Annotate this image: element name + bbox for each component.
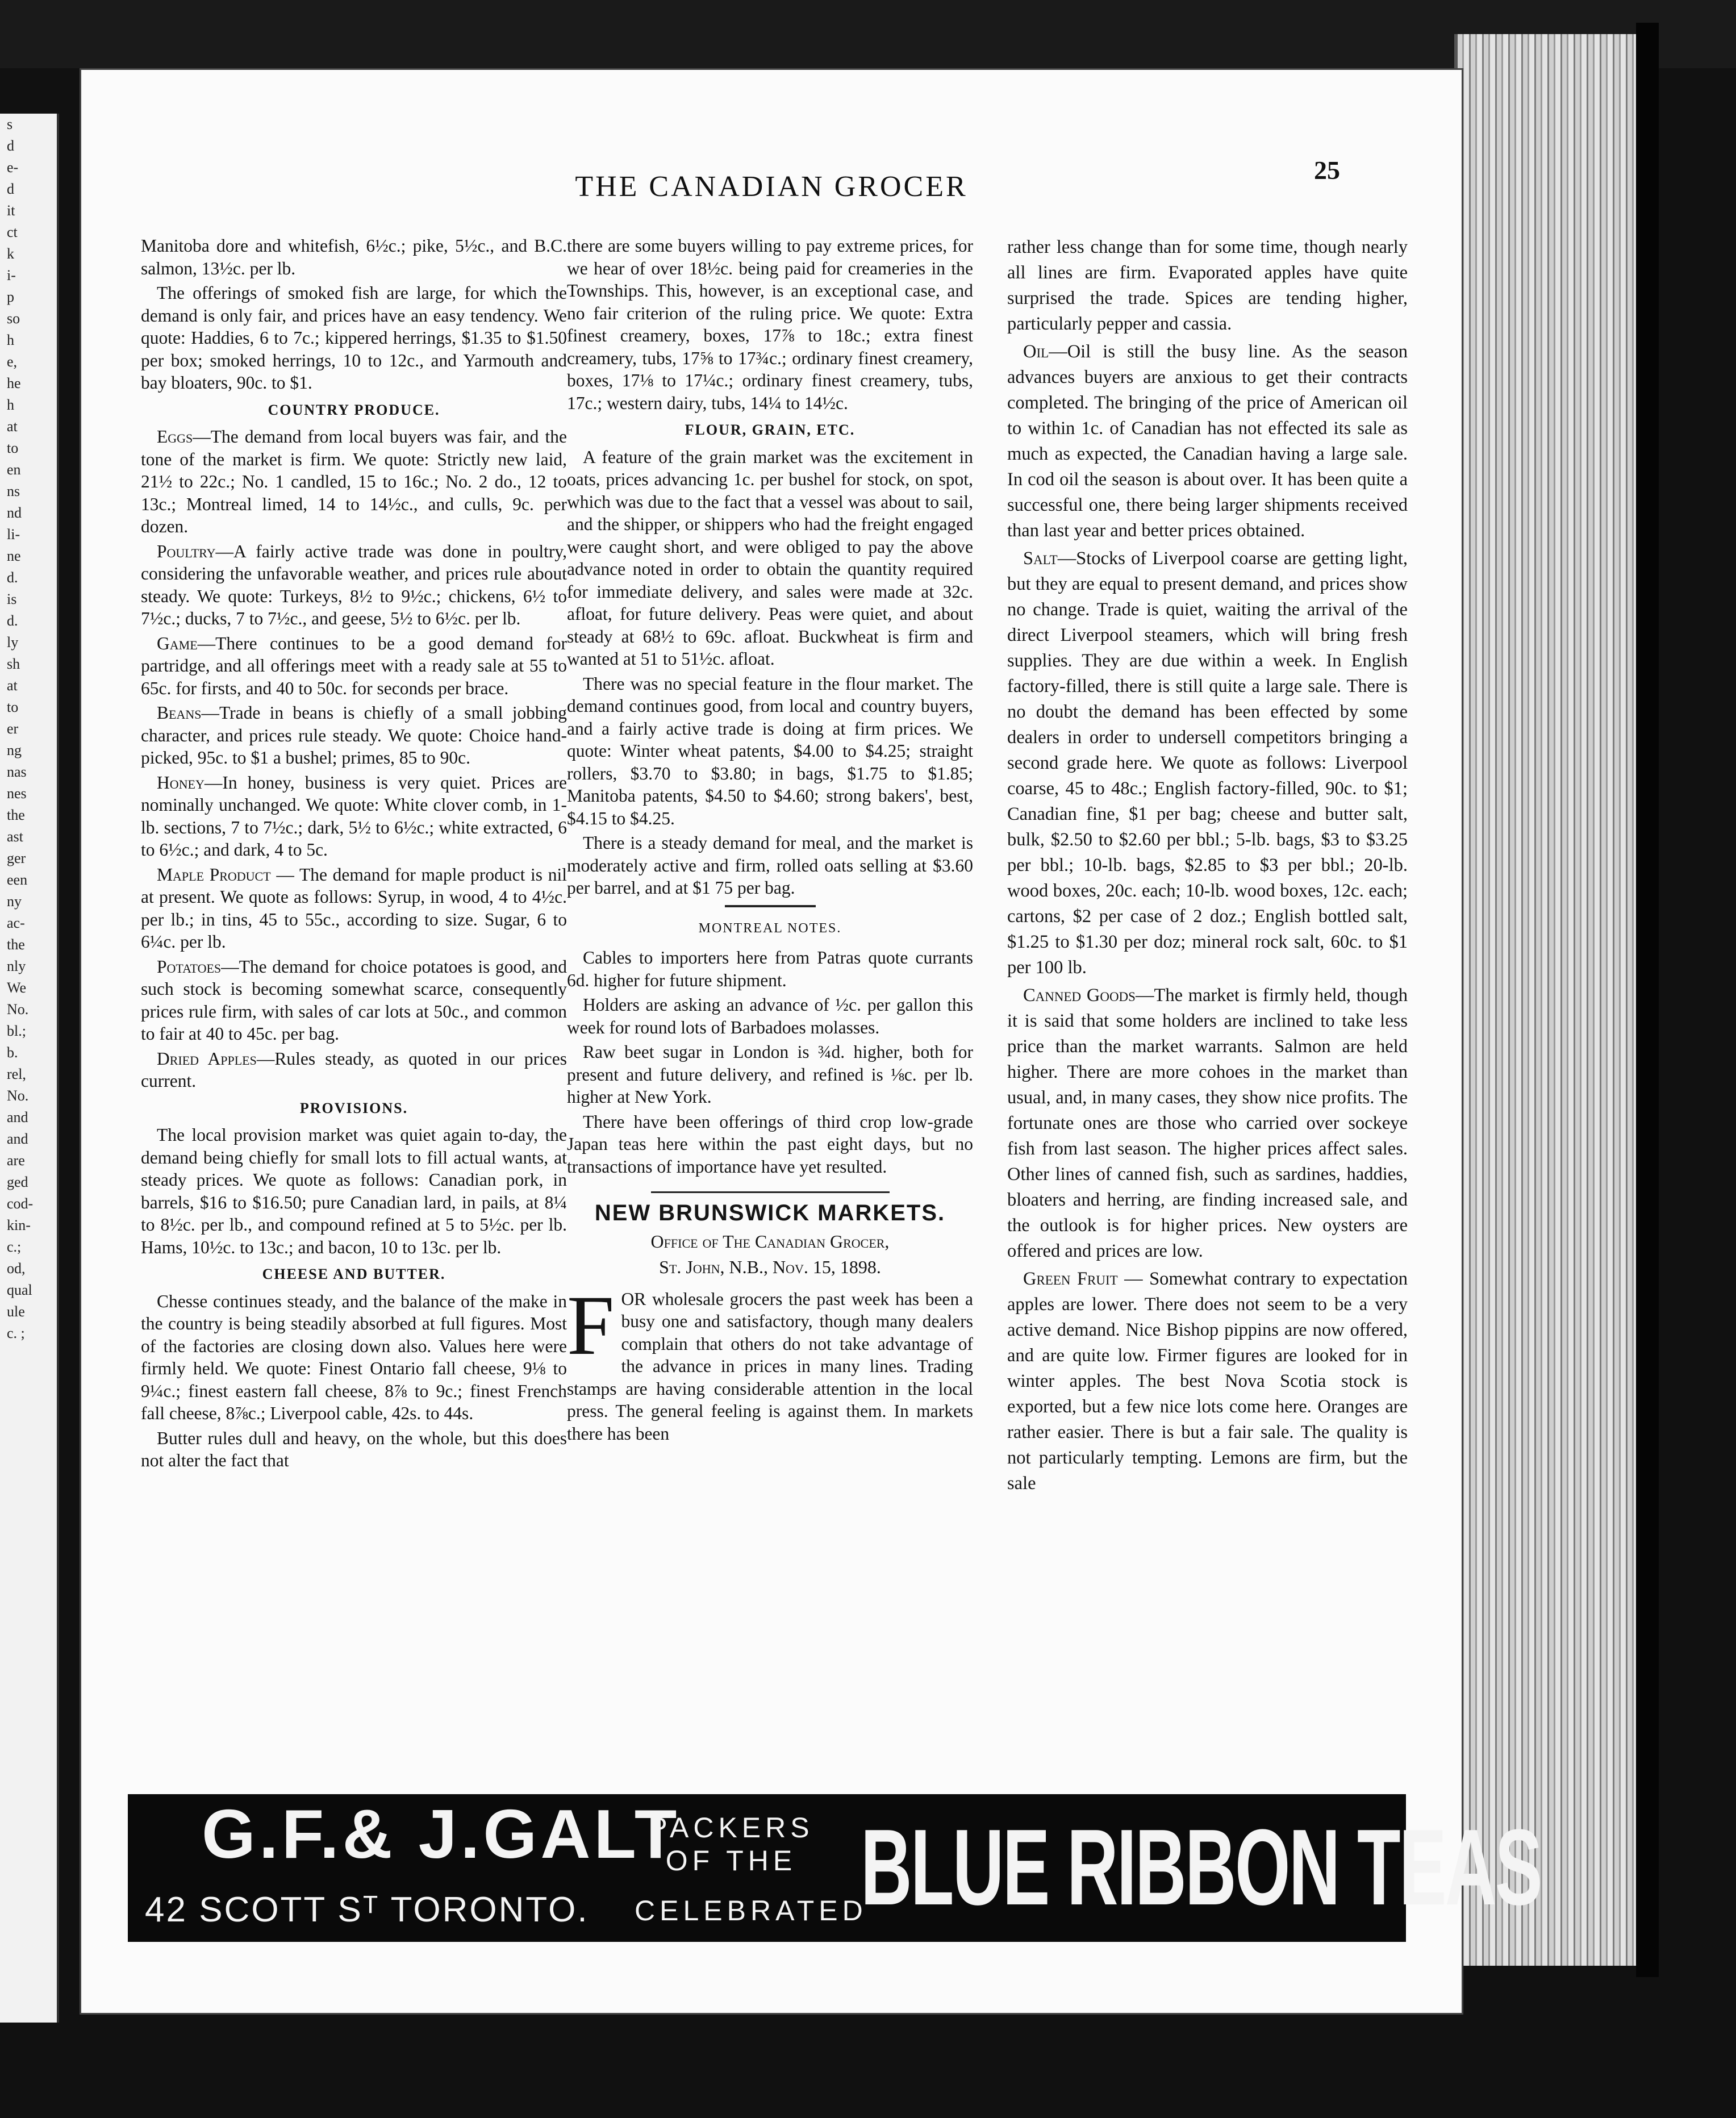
- heading-new-brunswick: NEW BRUNSWICK MARKETS.: [594, 1200, 946, 1225]
- left-page-fragment: We: [7, 979, 26, 996]
- left-page-fragment: No.: [7, 1087, 29, 1104]
- galt-advertisement: [128, 1794, 1541, 1942]
- paragraph-potatoes: Potatoes—The demand for choice potatoes is good, and such stock is becoming somewhat scarce, consequently prices rule firm, with sales of car lots at 50c., and common to fair at 40 to 45c. per bag.: [141, 956, 567, 1044]
- left-page-fragment: h: [7, 332, 14, 348]
- paragraph-green-fruit: Green Fruit — Somewhat contrary to expectation apples are lower. There does not seem to be a very active demand. Nice Bishop pippins are now offered, and are quite low. Firmer figures are looked for in winter apples. The best Nova Scotia stock is exported, but a few nice lots come here. Oranges are rather easier. There is but a fair sale. The quality is not particularly tempting. Lemons are firm, but the sale: [1007, 1269, 1408, 1494]
- paragraph-notes-sugar: Raw beet sugar in London is ¾d. higher, both for present and future delivery, and refined is ⅛c. per lb. higher at New York.: [567, 1042, 973, 1107]
- left-page-fragment: nly: [7, 958, 26, 974]
- section-divider: [651, 1191, 890, 1193]
- new-brunswick-article: [567, 1278, 973, 1445]
- paragraph-eggs: Eggs—The demand from local buyers was fair, and the tone of the market is firm. We quote: Strictly new laid, 21½ to 22c.; No. 1 candled, 15 to 16c.; No. 2 do., 12 to 13c.; Montreal limed, 14 to 14½c., and culls, 9c. per dozen.: [141, 427, 567, 536]
- left-page-fragment: are: [7, 1152, 25, 1169]
- new-brunswick-office-line: Office of The Canadian Grocer,: [650, 1231, 890, 1252]
- left-page-fragment: e,: [7, 353, 18, 370]
- heading-cheese-butter: CHEESE AND BUTTER.: [262, 1266, 446, 1282]
- lead-maple: Maple Product: [157, 864, 271, 885]
- lead-game: Game: [157, 633, 198, 653]
- left-page-fragment: nes: [7, 785, 27, 802]
- left-page-fragment: c.;: [7, 1239, 22, 1255]
- left-page-fragment: ns: [7, 483, 20, 499]
- ad-packers-text: PACKERS OF THE CELEBRATED: [635, 1812, 867, 1927]
- left-page-fragment: is: [7, 591, 17, 607]
- left-page-fragment: at: [7, 418, 18, 435]
- newspaper-page: [80, 68, 1463, 2015]
- paragraph-nb-continued: rather less change than for some time, though nearly all lines are firm. Evaporated apples have quite surprised the trade. Spices are tending higher, particularly pepper and cassia.: [1007, 237, 1408, 334]
- paragraph-grain: A feature of the grain market was the excitement in oats, prices advancing 1c. per bushel for stock, on spot, which was due to the fact that a vessel was about to sail, and the shipper, or shippers who had the freight engaged were caught short, and were obliged to pay the above advance noted in order to obtain the quantity required for immediate delivery, and sales were made at 32c. afloat, for future delivery. Peas were quiet, and about steady at 68½ to 69c. afloat. Buckwheat is firm and wanted at 51 to 51½c. afloat.: [567, 447, 973, 669]
- left-page-fragment: een: [7, 872, 28, 888]
- left-page-fragment: ged: [7, 1174, 28, 1190]
- column-2: [567, 235, 973, 1445]
- paragraph-fish-prices: Manitoba dore and whitefish, 6½c.; pike, 5½c., and B.C. salmon, 13½c. per lb.: [141, 236, 567, 278]
- left-page-fragment: ger: [7, 850, 26, 866]
- paragraph-notes-molasses: Holders are asking an advance of ½c. per gallon this week for round lots of Barbadoes molasses.: [567, 995, 973, 1037]
- left-page-fragment: and: [7, 1131, 28, 1147]
- left-page-fragment: he: [7, 375, 21, 391]
- paragraph-maple: Maple Product — The demand for maple product is nil at present. We quote as follows: Syrup, in wood, 4 to 4½c. per lb.; in tins, 45 to 55c., according to size. Sugar, 6 to 6¼c. per lb.: [141, 864, 567, 952]
- lead-poultry: Poultry: [157, 541, 216, 561]
- left-page-fragment: bl.;: [7, 1023, 26, 1039]
- left-page-fragment: en: [7, 461, 21, 478]
- left-page-fragment: and: [7, 1109, 28, 1125]
- left-page-fragment: cod-: [7, 1195, 34, 1212]
- left-page-fragment: ule: [7, 1303, 25, 1320]
- ad-address: 42 SCOTT Sᵀ TORONTO.: [145, 1890, 589, 1929]
- lead-oil: Oil: [1023, 341, 1049, 362]
- paragraph-salt: Salt—Stocks of Liverpool coarse are getting light, but they are equal to present demand, and prices show no change. Trade is quiet, waiting the arrival of the direct Liverpool steamers, which will bring fresh supplies. They are due within a week. In English factory-filled, there is still quite a large sale. There is no doubt the demand has been effected by some dealers in order to undersell competitors bringing a second grade here. We quote as follows: Liverpool coarse, 45 to 48c.; English factory-filled, 90c. to $1; Canadian fine, $1 per bag; cheese and butter salt, bulk, $2.50 to $2.60 per bbl.; 5-lb. bags, $3 to $3.25 per bbl.; 10-lb. bags, $2.85 to $3 per bbl.; 20-lb. wood boxes, 20c. each; 10-lb. wood boxes, 12c. each; cartons, $2 per case of 2 doz.; English bottled salt, $1.25 to $1.30 per doz; mineral rock salt, 60c. to $1 per 100 lb.: [1007, 548, 1408, 978]
- left-page-fragment: ly: [7, 634, 19, 651]
- lead-potatoes: Potatoes: [157, 956, 222, 977]
- left-page-fragment: kin-: [7, 1217, 31, 1233]
- paragraph-honey: Honey—In honey, business is very quiet. Prices are nominally unchanged. We quote: White clover comb, in 1-lb. sections, 7 to 7½c.; dark, 5½ to 6½c.; white extracted, 6 to 6½c.; and dark, 4 to 5c.: [141, 772, 567, 860]
- paragraph-meal: There is a steady demand for meal, and the market is moderately active and firm, rolled oats selling at $3.60 per barrel, and at $1 75 per bag.: [567, 833, 973, 898]
- left-page-fragment: ng: [7, 742, 22, 758]
- ad-brand-name: BLUE RIBBON TEAS: [861, 1807, 1541, 1928]
- column-3: [1007, 235, 1408, 1499]
- lead-honey: Honey: [157, 772, 205, 793]
- paragraph-butter-continued: there are some buyers willing to pay extreme prices, for we hear of over 18½c. being paid for creameries in the Townships. This, however, is an exceptional case, and no fair criterion of the ruling price. We quote: Extra finest creamery, boxes, 17⅞ to 18c.; extra finest creamery, tubs, 17⅝ to 17¾c.; ordinary finest creamery, boxes, 17⅛ to 17¼c.; ordinary finest creamery, tubs, 17c.; western dairy, tubs, 14¼ to 14½c.: [567, 236, 973, 413]
- paragraph-poultry: Poultry—A fairly active trade was done in poultry, considering the unfavorable weather, and prices rule about steady. We quote: Turkeys, 8½ to 9½c.; chickens, 6½ to 7½c.; ducks, 7 to 7½c., and geese, 5½ to 6½c. per lb.: [141, 541, 567, 628]
- masthead-title: THE CANADIAN GROCER: [575, 170, 968, 203]
- paragraph-beans: Beans—Trade in beans is chiefly of a small jobbing character, and prices rule steady. We quote: Choice hand-picked, 95c. to $1 a bushel; primes, 85 to 90c.: [141, 703, 567, 768]
- left-page-fragment: ast: [7, 828, 23, 845]
- drop-cap: F: [567, 1278, 615, 1373]
- left-page-fragment: d: [7, 137, 14, 154]
- paragraph-oil: Oil—Oil is still the busy line. As the season advances buyers are anxious to get their contracts completed. The bringing of the price of American oil to within 1c. of Canadian has not effected its sale as much as expected, the Canadian having a large sale. In cod oil the season is about over. It has been quite a successful one, there being larger shipments received than last year and better prices obtained.: [1007, 341, 1408, 541]
- left-page-fragment: the: [7, 936, 25, 953]
- left-page-fragment: ne: [7, 548, 21, 564]
- left-page-fragment: d.: [7, 612, 18, 629]
- left-page-fragment: k: [7, 245, 14, 262]
- left-page-fragment: the: [7, 807, 25, 823]
- paragraph-dried-apples: Dried Apples—Rules steady, as quoted in our prices current.: [141, 1048, 567, 1091]
- heading-country-produce: COUNTRY PRODUCE.: [268, 401, 440, 418]
- paragraph-butter: Butter rules dull and heavy, on the whole, but this does not alter the fact that: [141, 1428, 567, 1470]
- page-number: 25: [1314, 156, 1340, 185]
- left-page-fragment: sh: [7, 656, 20, 672]
- paragraph-smoked-fish: The offerings of smoked fish are large, for which the demand is only fair, and prices have an easy tendency. We quote: Haddies, 6 to 7c.; kippered herrings, $1.35 to $1.50 per box; smoked herrings, 10 to 12c., and Yarmouth and bay bloaters, 90c. to $1.: [141, 283, 567, 393]
- left-page-fragment: c. ;: [7, 1325, 25, 1341]
- left-page-fragment: er: [7, 720, 19, 737]
- lead-dried-apples: Dried Apples: [157, 1048, 257, 1069]
- lead-canned-goods: Canned Goods: [1023, 985, 1136, 1006]
- left-page-fragment: s: [7, 116, 13, 132]
- left-page-fragment: i-: [7, 267, 16, 283]
- left-page-fragment: ny: [7, 893, 22, 910]
- left-page-fragment: qual: [7, 1282, 32, 1298]
- left-page-fragment: nd: [7, 505, 22, 521]
- left-page-fragment: li-: [7, 526, 20, 543]
- left-page-fragment: p: [7, 289, 14, 305]
- paragraph-provisions: The local provision market was quiet again to-day, the demand being chiefly for small lots to fill actual wants, at steady prices. We quote as follows: Canadian pork, in barrels, $16 to $16.50; pure Canadian lard, in pails, at 8¼ to 8½c. per lb., and compound refined at 5 to 5½c. per lb. Hams, 10½c. to 13c.; and bacon, 10 to 13c. per lb.: [141, 1125, 567, 1257]
- left-page-fragment: d.: [7, 569, 18, 586]
- left-page-fragment: so: [7, 310, 20, 327]
- adjacent-page-fragment: [0, 114, 59, 2023]
- paragraph-canned-goods: Canned Goods—The market is firmly held, though it is said that some holders are inclined to take less price than the market warrants. Salmon are held higher. There are more cohoes in the market than usual, and, in many cases, they show nice profits. The fortunate ones are those who carried over sockeye fish from last season. The higher prices affect sales. Other lines of canned fish, such as sardines, haddies, bloaters and herring, are finding increased sale, and the outlook is for higher prices. New oysters are offered and prices are low.: [1007, 985, 1408, 1261]
- left-page-fragment: it: [7, 202, 15, 219]
- lead-eggs: Eggs: [157, 427, 193, 447]
- paragraph-notes-currants: Cables to importers here from Patras quote currants 6d. higher for future shipment.: [567, 948, 973, 990]
- left-page-fragment: d: [7, 181, 14, 197]
- lead-green-fruit: Green Fruit: [1023, 1269, 1118, 1289]
- lead-beans: Beans: [157, 703, 202, 723]
- new-brunswick-text: OR wholesale grocers the past week has been a busy one and satisfactory, though many dealers complain that others do not take advantage of the advance in prices in many lines. Trading stamps are having considerable attention in the local press. The general feeling is against them. In markets there has been: [567, 1289, 973, 1444]
- new-brunswick-dateline: St. John, N.B., Nov. 15, 1898.: [659, 1257, 881, 1277]
- heading-montreal-notes: MONTREAL NOTES.: [698, 920, 842, 936]
- left-page-fragment: ac-: [7, 915, 25, 931]
- paragraph-notes-teas: There have been offerings of third crop low-grade Japan teas here within the past eight days, but no transactions of importance have yet resulted.: [567, 1111, 973, 1177]
- heading-provisions: PROVISIONS.: [299, 1099, 408, 1116]
- left-page-fragment: od,: [7, 1260, 26, 1277]
- left-page-fragment: at: [7, 677, 18, 694]
- left-page-fragment: nas: [7, 764, 27, 780]
- section-divider: [725, 905, 816, 907]
- column-1: [141, 235, 567, 1474]
- left-page-fragment: rel,: [7, 1066, 26, 1082]
- lead-salt: Salt: [1023, 548, 1058, 569]
- paragraph-game: Game—There continues to be a good demand for partridge, and all offerings meet with a ready sale at 55 to 65c. for firsts, and 40 to 50c. for seconds per brace.: [141, 633, 567, 698]
- left-page-fragment: ct: [7, 224, 18, 240]
- left-page-fragment: No.: [7, 1001, 29, 1018]
- book-page-edges: [1454, 34, 1651, 1966]
- left-page-fragment: b.: [7, 1044, 18, 1061]
- left-page-fragment: to: [7, 699, 19, 715]
- paragraph-cheese: Chesse continues steady, and the balance of the make in the country is being steadily absorbed at full figures. Most of the factories are closing down also. Values here were firmly held. We quote: Finest Ontario fall cheese, 9⅛ to 9¼c.; finest eastern fall cheese, 8⅞ to 9c.; finest French fall cheese, 8⅞c.; Liverpool cable, 42s. to 44s.: [141, 1291, 567, 1423]
- heading-flour-grain: FLOUR, GRAIN, ETC.: [685, 422, 856, 438]
- left-page-fragment: h: [7, 397, 14, 413]
- book-cover-edge: [1636, 23, 1659, 1977]
- ad-firm-name: G.F.& J.GALT: [202, 1795, 681, 1873]
- left-page-fragment: e-: [7, 159, 19, 176]
- left-page-fragment: to: [7, 440, 19, 456]
- paragraph-flour: There was no special feature in the flour market. The demand continues good, from local and country buyers, and a fairly active trade is doing at firm prices. We quote: Winter wheat patents, $4.00 to $4.25; straight rollers, $3.70 to $3.80; in bags, $1.75 to $1.85; Manitoba patents, $4.50 to $4.60; strong bakers', best, $4.15 to $4.25.: [567, 673, 973, 828]
